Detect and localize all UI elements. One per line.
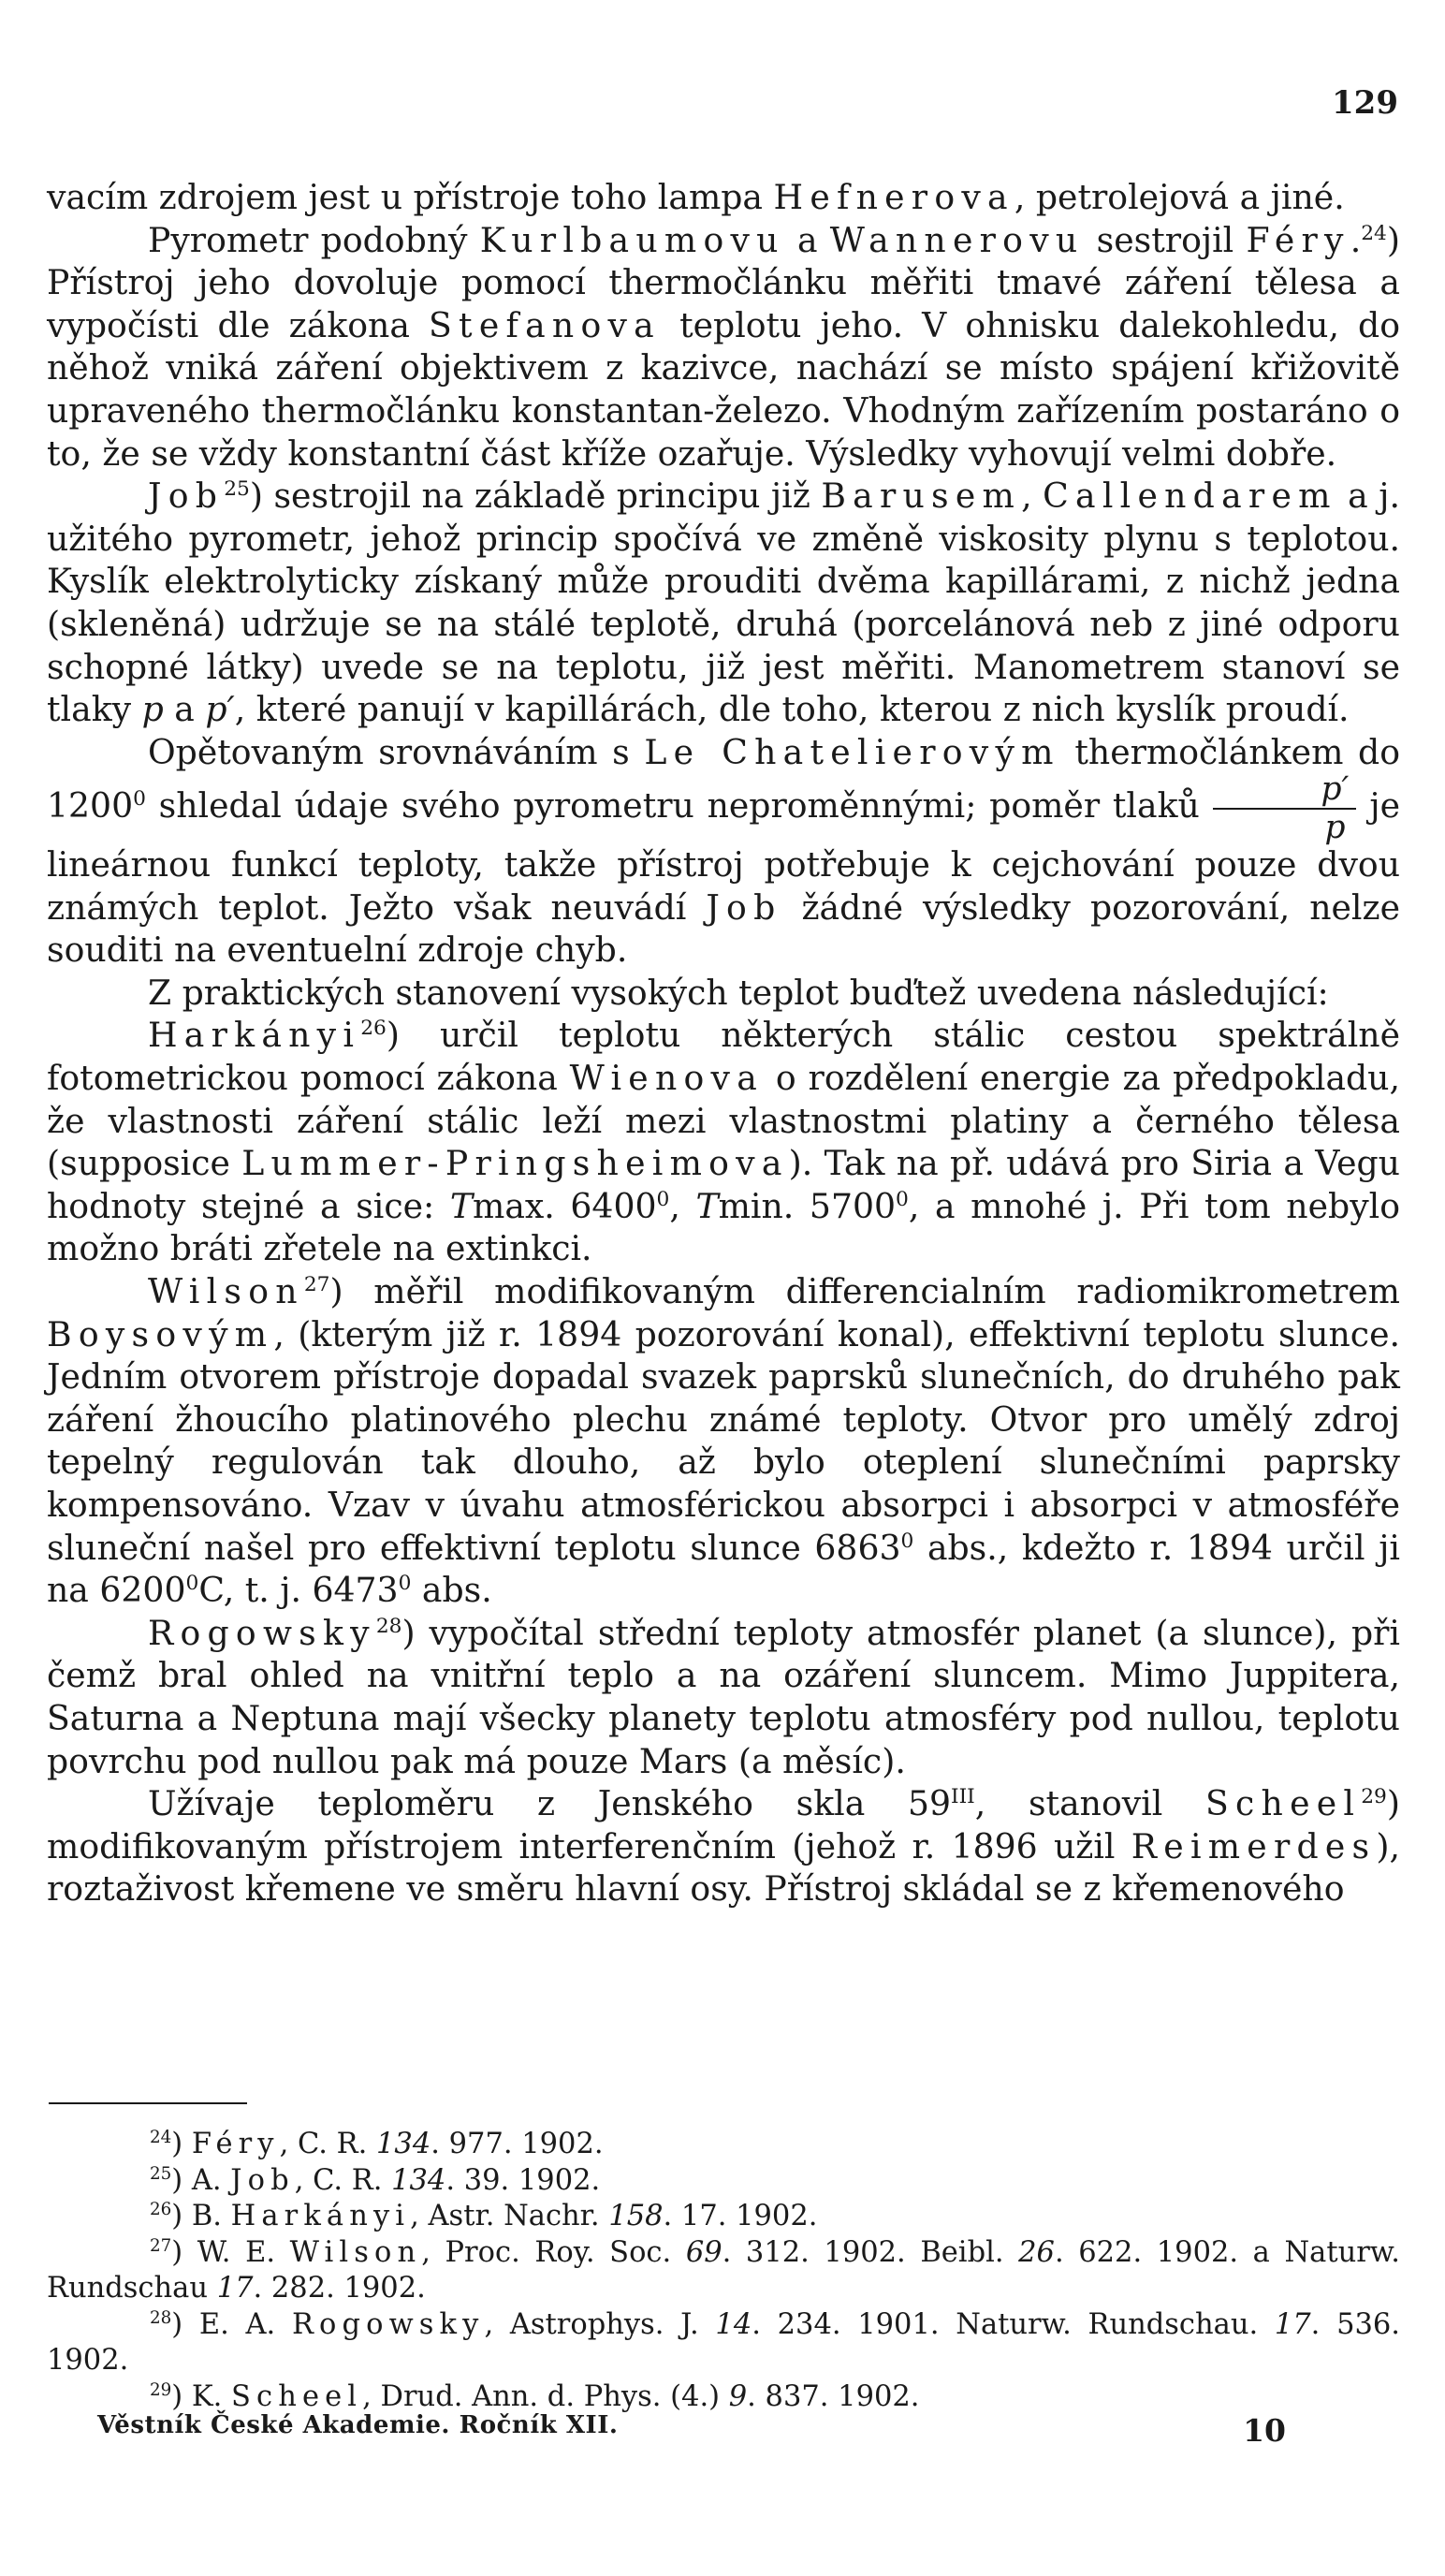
superscript: 29 (1361, 1785, 1387, 1809)
text-run: . 282. 1902. (253, 2272, 426, 2305)
text-run: ) K. (171, 2379, 232, 2413)
superscript: 0 (185, 1572, 199, 1596)
footnote (47, 2307, 1400, 2379)
text-run: min. 5700 (718, 1185, 897, 1226)
text-run: , petrolejová a jiné. (1014, 177, 1345, 217)
text-run: Pyrometr podobný (148, 219, 480, 260)
text-run: , (669, 1185, 696, 1226)
text-run: . 837. 1902. (747, 2379, 920, 2413)
spaced-name: Scheel (1205, 1783, 1362, 1824)
text-run: ) Přístroj jeho dovoluje pomocí thermočlánku měřiti tmavé záření tělesa a vypočísti dle zákona (47, 219, 1400, 345)
text-run: ) vypočítal střední teploty atmosfér planet (a slunce), při čemž bral ohled na vnitřní teplo a na ozáření sluncem. Mimo Juppitera, Saturna a Neptuna mají všecky planety teplotu atmosféry pod nullou, teplotu povrchu pod nullou pak má pouze Mars (a měsíc). (47, 1612, 1400, 1781)
text-run: ) B. (171, 2200, 231, 2232)
fraction-denominator: p (1324, 808, 1346, 846)
footnote (47, 2127, 1400, 2163)
italic-symbol: 17 (216, 2272, 254, 2305)
footnotes (47, 2127, 1400, 2415)
sheet-number: 10 (1243, 2412, 1286, 2449)
text-run: thermočlánkem do 1200 (47, 731, 1400, 827)
superscript: 29 (150, 2379, 172, 2400)
spaced-name: Job (706, 886, 782, 928)
text-run: ). Tak na př. udává pro Siria a Vegu hodnoty stejné a sice: (47, 1143, 1400, 1226)
text-run: , Proc. Roy. Soc. (421, 2235, 686, 2269)
superscript: III (951, 1785, 975, 1809)
superscript: 24 (1361, 221, 1387, 245)
italic-symbol: 134 (391, 2163, 446, 2197)
text-run: ) A. (171, 2163, 231, 2197)
spaced-name: Féry (1246, 219, 1350, 260)
footnote (47, 2235, 1400, 2307)
spaced-name: Stefanova (429, 304, 661, 345)
text-run: teplotu jeho. V ohnisku dalekohledu, do něhož vniká záření objektivem z kazivce, nachází se místo spájení křižovitě upraveného thermočlánku konstantan-železo. Vhodným zařízením postaráno o to, že se vždy konstantní část kříže ozařuje. Výsledky vyhovují velmi dobře. (47, 304, 1400, 474)
text-run: , a mnohé j. Při tom nebylo možno bráti zřetele na extinkci. (47, 1185, 1400, 1269)
text-run: . 622. 1902. a Naturw. Rundschau (47, 2235, 1400, 2305)
superscript: 0 (656, 1187, 670, 1211)
superscript: 25 (224, 477, 250, 502)
superscript: 0 (398, 1572, 412, 1596)
paragraph (47, 176, 1400, 219)
footnote (47, 2379, 1400, 2416)
text-run: Z praktických stanovení vysokých teplot buďtež uvedena následující: (148, 972, 1329, 1013)
text-run: o rozdělení energie za předpokladu, že vlastnosti záření stálic leží mezi vlastnostmi platiny a černého tělesa (supposice (47, 1058, 1400, 1184)
body-text (47, 176, 1400, 1910)
text-run: shledal údaje svého pyrometru neproměnnými; poměr tlaků (145, 785, 1213, 827)
superscript: 24 (150, 2127, 172, 2147)
text-run: a (784, 219, 830, 260)
spaced-name: Reimerdes (1131, 1825, 1377, 1866)
text-run: . 977. 1902. (431, 2128, 604, 2160)
spaced-name: Job (230, 2163, 295, 2197)
paragraph (47, 475, 1400, 731)
spaced-name: Callendarem (1043, 476, 1337, 517)
text-run: , (kterým již r. 1894 pozorování konal), effektivní teplotu slunce. Jedním otvorem přístroje dopadal svazek paprsků slunečních, do druhého pak záření žhoucího platinového plechu známé teploty. Otvor pro umělý zdroj tepelný regulován tak dlouho, až bylo oteplení slunečními paprsky kompensováno. Vzav v úvahu atmosférickou absorpci i absorpci v atmosféře sluneční našel pro effektivní teplotu slunce 6863 (47, 1313, 1400, 1568)
text-run: ) sestrojil na základě principu již (249, 476, 822, 517)
spaced-name: Wienova (569, 1058, 765, 1099)
page-number: 129 (1332, 84, 1398, 122)
journal-signature: Věstník České Akademie. Ročník XII. (97, 2411, 619, 2439)
italic-symbol: p′ (205, 689, 235, 730)
spaced-name: Boysovým (47, 1313, 274, 1354)
text-run: ) (171, 2128, 192, 2160)
superscript: 26 (150, 2199, 172, 2219)
pressure-ratio-fraction (1213, 770, 1357, 846)
superscript: 26 (360, 1017, 387, 1041)
paragraph (47, 1782, 1400, 1910)
spaced-name: Rogowsky (291, 2307, 485, 2341)
spaced-name: Lummer-Pringsheimova (241, 1143, 789, 1184)
superscript: 27 (150, 2235, 172, 2256)
paragraph (47, 731, 1400, 972)
text-run: Opětovaným srovnáváním s (148, 731, 645, 772)
italic-symbol: p (141, 689, 164, 730)
superscript: 0 (133, 787, 146, 812)
paragraph (47, 1014, 1400, 1270)
text-run: . 234. 1901. Naturw. Rundschau. (752, 2307, 1275, 2341)
text-run: ) E. A. (171, 2307, 292, 2341)
spaced-name: Barusem (821, 476, 1022, 517)
text-run: , C. R. (294, 2163, 392, 2197)
text-run: , stanovil (974, 1783, 1206, 1824)
text-run: C, t. j. 6473 (198, 1570, 399, 1611)
text-run: sestrojil (1084, 219, 1247, 260)
fraction-numerator: p′ (1213, 773, 1357, 809)
spaced-name: Wannerovu (829, 219, 1085, 260)
superscript: 28 (150, 2307, 172, 2328)
text-run: ) určil teplotu některých stálic cestou spektrálně fotometrickou pomocí zákona (47, 1015, 1400, 1099)
italic-symbol: 26 (1018, 2235, 1055, 2269)
text-run: vacím zdrojem jest u přístroje toho lampa (47, 177, 774, 217)
text-run: . 312. 1902. Beibl. (722, 2235, 1019, 2269)
italic-symbol: 17 (1274, 2307, 1311, 2341)
spaced-name: Wilson (289, 2235, 422, 2269)
spaced-name: Kurlbaumovu (479, 219, 785, 260)
text-run: . 39. 1902. (445, 2163, 601, 2197)
spaced-name: Job (148, 476, 225, 517)
italic-symbol: T (449, 1185, 473, 1226)
text-run: Užívaje teploměru z Jenského skla 59 (148, 1783, 952, 1824)
spaced-name: Wilson (148, 1271, 304, 1312)
spaced-name: Harkányi (230, 2200, 411, 2232)
text-run: max. 6400 (473, 1185, 657, 1226)
spaced-name: Rogowsky (148, 1612, 376, 1653)
text-run: . 17. 1902. (663, 2200, 818, 2232)
spaced-name: Féry (191, 2128, 280, 2160)
italic-symbol: 69 (685, 2235, 722, 2269)
italic-symbol: 14 (715, 2307, 752, 2341)
superscript: 25 (150, 2163, 172, 2184)
italic-symbol: T (695, 1185, 719, 1226)
text-run: ) modifikovaným přístrojem interferenčním (jehož r. 1896 užil (47, 1783, 1400, 1866)
spaced-name: Le Chatelierovým (644, 731, 1060, 772)
italic-symbol: 9 (728, 2379, 748, 2413)
superscript: 27 (303, 1272, 330, 1296)
text-run: ) měřil modifikovaným differencialním radiomikrometrem (329, 1271, 1400, 1312)
text-run: abs. (411, 1570, 492, 1611)
text-run: . 536. 1902. (47, 2307, 1400, 2377)
text-run: ), roztaživost křemene ve směru hlavní osy. Přístroj skládal se z křemenového (47, 1825, 1400, 1910)
footnote-divider (49, 2102, 247, 2104)
text-run: ) W. E. (171, 2235, 290, 2269)
superscript: 0 (900, 1529, 914, 1553)
text-run: a j. užitého pyrometr, jehož princip spočívá ve změně viskosity plynu s teplotou. Kyslík elektrolyticky získaný může prouditi dvěma kapillárami, z nichž jedna (skleněná) udržuje se na stálé teplotě, druhá (porcelánová neb z jiné odporu schopné látky) uvede se na teplotu, již jest měřiti. Manometrem stanoví se tlaky (47, 476, 1400, 730)
paragraph (47, 1270, 1400, 1612)
text-run: , (1021, 476, 1044, 517)
text-run: . (1350, 219, 1362, 260)
text-run: , Drud. Ann. d. Phys. (4.) (362, 2379, 729, 2413)
superscript: 28 (375, 1614, 402, 1638)
superscript: 0 (896, 1187, 909, 1211)
italic-symbol: 134 (376, 2128, 431, 2160)
italic-symbol: 158 (608, 2200, 664, 2232)
text-run: , Astrophys. J. (484, 2307, 716, 2341)
spaced-name: Harkányi (148, 1015, 361, 1056)
text-run: žádné výsledky pozorování, nelze souditi na eventuelní zdroje chyb. (47, 886, 1400, 971)
spaced-name: Hefnerova (773, 177, 1014, 217)
text-run: abs., kdežto r. 1894 určil ji na 6200 (47, 1527, 1400, 1611)
paragraph (47, 1612, 1400, 1782)
footnote (47, 2199, 1400, 2235)
text-run: , Astr. Nachr. (410, 2200, 609, 2232)
footnote (47, 2163, 1400, 2200)
text-run: , které panují v kapillárách, dle toho, kterou z nich kyslík proudí. (234, 689, 1350, 730)
spaced-name: Scheel (231, 2379, 363, 2413)
text-run: a (163, 689, 206, 730)
paragraph (47, 219, 1400, 476)
paragraph (47, 972, 1400, 1015)
text-run: , C. R. (279, 2128, 377, 2160)
text-run: je lineárnou funkcí teploty, takže přístroj potřebuje k cejchování pouze dvou známých teplot. Ježto však neuvádí (47, 785, 1400, 928)
